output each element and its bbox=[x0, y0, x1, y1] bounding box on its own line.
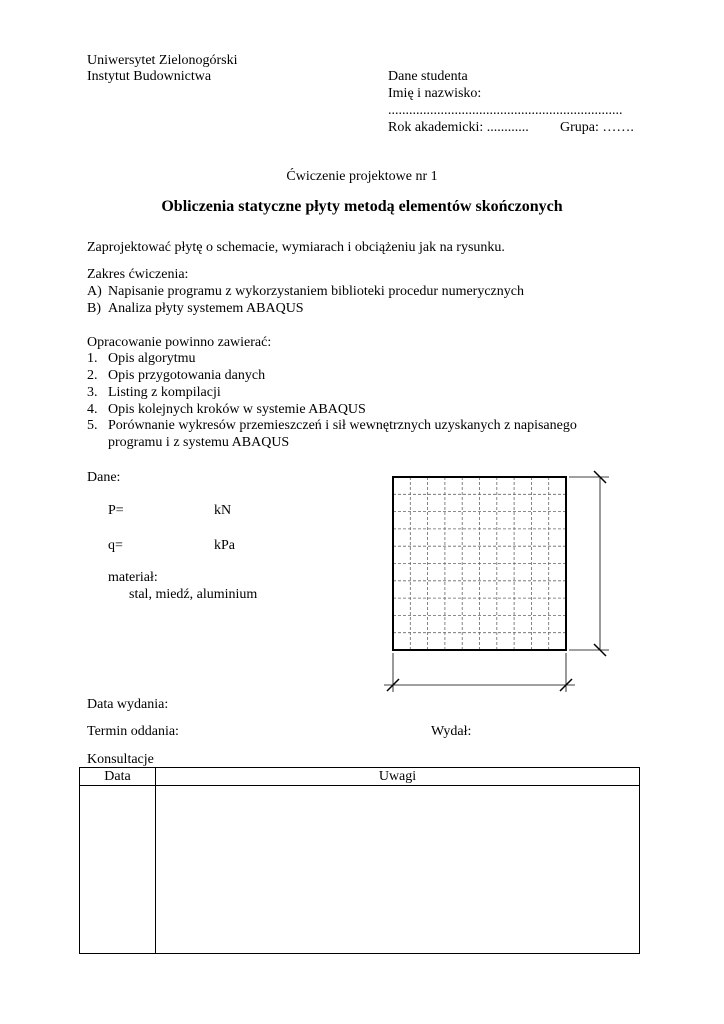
p-unit: kN bbox=[214, 503, 232, 518]
list-marker: A) bbox=[87, 284, 102, 299]
list-marker: 1. bbox=[87, 351, 98, 366]
institute-name: Instytut Budownictwa bbox=[87, 69, 212, 84]
list-item-text: Opis przygotowania danych bbox=[108, 368, 266, 383]
p-label: P= bbox=[108, 503, 124, 518]
q-unit: kPa bbox=[214, 538, 235, 553]
table-row bbox=[80, 786, 640, 954]
consultations-label: Konsultacje bbox=[87, 752, 154, 767]
column-header-notes: Uwagi bbox=[156, 768, 640, 786]
group-label: Grupa: ……. bbox=[560, 120, 634, 135]
exercise-number: Ćwiczenie projektowe nr 1 bbox=[286, 169, 438, 184]
issue-date-label: Data wydania: bbox=[87, 697, 169, 712]
list-item-text: Listing z kompilacji bbox=[108, 385, 221, 400]
name-fill-line: ................................................................... bbox=[388, 103, 623, 118]
list-item-text: Porównanie wykresów przemieszczeń i sił wewnętrznych uzyskanych z napisanego bbox=[108, 418, 577, 433]
scope-heading: Zakres ćwiczenia: bbox=[87, 267, 189, 282]
list-marker: 3. bbox=[87, 385, 98, 400]
list-marker: 2. bbox=[87, 368, 98, 383]
material-label: materiał: bbox=[108, 570, 158, 585]
deadline-label: Termin oddania: bbox=[87, 724, 179, 739]
academic-year-label: Rok akademicki: ............ bbox=[388, 120, 529, 135]
page-title: Obliczenia statyczne płyty metodą elementów skończonych bbox=[161, 198, 563, 215]
date-cell[interactable] bbox=[80, 786, 156, 954]
q-label: q= bbox=[108, 538, 123, 553]
list-item-text: Opis algorytmu bbox=[108, 351, 196, 366]
list-item-text: Opis kolejnych kroków w systemie ABAQUS bbox=[108, 402, 366, 417]
intro-text: Zaprojektować płytę o schemacie, wymiarach i obciążeniu jak na rysunku. bbox=[87, 240, 505, 255]
report-heading: Opracowanie powinno zawierać: bbox=[87, 335, 272, 350]
given-heading: Dane: bbox=[87, 470, 121, 485]
list-marker: B) bbox=[87, 301, 101, 316]
column-header-date: Data bbox=[80, 768, 156, 786]
list-item-text: Analiza płyty systemem ABAQUS bbox=[108, 301, 304, 316]
issued-by-label: Wydał: bbox=[431, 724, 472, 739]
list-item-text: Napisanie programu z wykorzystaniem biblioteki procedur numerycznych bbox=[108, 284, 524, 299]
student-data-heading: Dane studenta bbox=[388, 69, 468, 84]
mesh-grid bbox=[393, 477, 566, 650]
table-header-row bbox=[80, 768, 640, 786]
notes-cell[interactable] bbox=[156, 786, 640, 954]
list-item-text-continued: programu i z systemu ABAQUS bbox=[108, 435, 290, 450]
list-marker: 5. bbox=[87, 418, 98, 433]
name-label: Imię i nazwisko: bbox=[388, 86, 482, 101]
consultations-table bbox=[79, 767, 640, 954]
university-name: Uniwersytet Zielonogórski bbox=[87, 53, 238, 68]
list-marker: 4. bbox=[87, 402, 98, 417]
material-values: stal, miedź, aluminium bbox=[129, 587, 258, 602]
